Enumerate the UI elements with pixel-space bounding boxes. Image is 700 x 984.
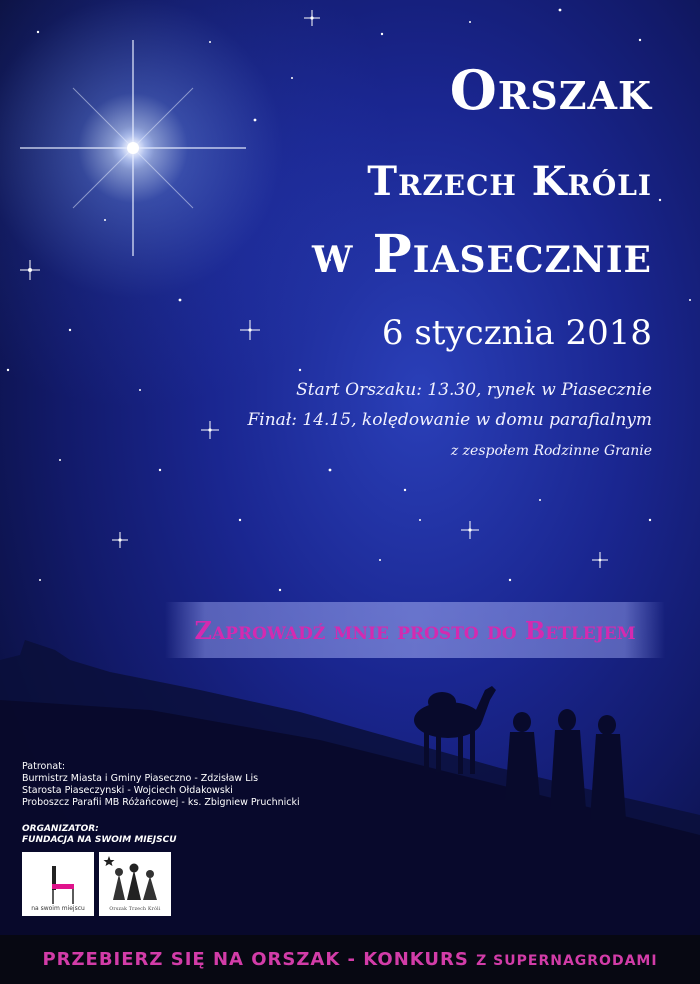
big-star-icon (20, 40, 246, 256)
title-line-2: Trzech Króli (367, 158, 652, 205)
orszak-logo (99, 852, 171, 916)
patronage-heading: Patronat: (22, 761, 66, 772)
final-info: Finał: 14.15, kolędowanie w domu parafialnym (247, 410, 652, 430)
band-info: z zespołem Rodzinne Granie (450, 443, 652, 459)
organizer-heading: ORGANIZATOR: (22, 824, 99, 834)
event-date: 6 stycznia 2018 (381, 313, 652, 353)
footer-text (42, 949, 657, 970)
patronage-line: Proboszcz Parafii MB Różańcowej - ks. Zbigniew Pruchnicki (22, 797, 300, 808)
patronage-line: Burmistrz Miasta i Gminy Piaseczno - Zdzisław Lis (22, 773, 259, 784)
slogan-banner (165, 602, 665, 658)
orszak-logo-caption: Orszak Trzech Króli (109, 907, 161, 912)
slogan-text: Zaprowadź mnie prosto do Betlejem (194, 615, 636, 645)
footer-prizes: Z SUPERNAGRODAMI (476, 953, 658, 969)
organizer-name: FUNDACJA NA SWOIM MIEJSCU (22, 835, 177, 845)
patronage-line: Starosta Piaseczynski - Wojciech Ołdakowski (22, 785, 233, 796)
foundation-logo-caption: na swoim miejscu (31, 905, 85, 912)
footer-contest: PRZEBIERZ SIĘ NA ORSZAK - KONKURS (42, 949, 469, 970)
title-line-1: Orszak (449, 58, 652, 122)
foundation-logo (22, 852, 94, 916)
start-info: Start Orszaku: 13.30, rynek w Piasecznie (296, 380, 652, 400)
patronage-block (22, 761, 300, 809)
organizer-block (22, 824, 177, 846)
footer-bar (0, 935, 700, 984)
title-line-3: w Piasecznie (312, 224, 652, 285)
